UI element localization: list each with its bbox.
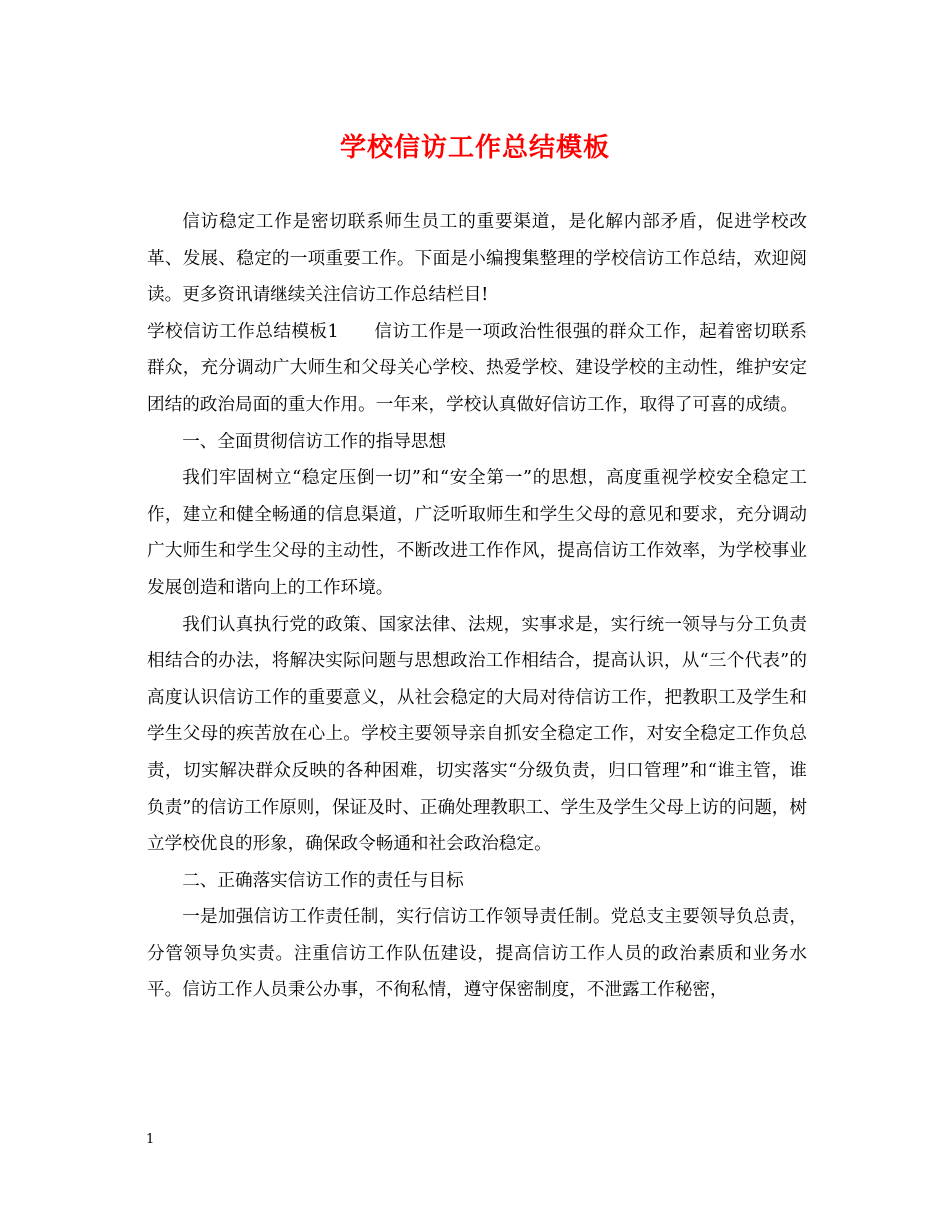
template-lead: 信访工作是一项政治性很强的群众工作，起着密切联系群众，充分调动广大师生和父母关心学校、热爱学校、建设学校的主动性，维护安定团结的政治局面的重大作用。一年来，学校认真做好信访工作，取得了可喜的成绩。 (147, 321, 807, 415)
page-number: 1 (146, 1132, 155, 1147)
body-paragraph-3: 一是加强信访工作责任制，实行信访工作领导责任制。党总支主要领导负总责，分管领导负实责。注重信访工作队伍建设，提高信访工作人员的政治素质和业务水平。信访工作人员秉公办事，不徇私情，遵守保密制度，不泄露工作秘密， (147, 907, 807, 1001)
intro-paragraph: 信访稳定工作是密切联系师生员工的重要渠道，是化解内部矛盾，促进学校改革、发展、稳定的一项重要工作。下面是小编搜集整理的学校信访工作总结，欢迎阅读。更多资讯请继续关注信访工作总结栏目! (147, 212, 807, 306)
document-title: 学校信访工作总结模板 (339, 133, 610, 163)
section-heading-2: 二、正确落实信访工作的责任与目标 (182, 870, 464, 891)
document-body (147, 204, 807, 1009)
body-paragraph-1: 我们牢固树立“稳定压倒一切”和“安全第一”的思想，高度重视学校安全稳定工作，建立和健全畅通的信息渠道，广泛听取师生和学生父母的意见和要求，充分调动广大师生和学生父母的主动性，不断改进工作作风，提高信访工作效率，为学校事业发展创造和谐向上的工作环境。 (147, 468, 807, 598)
template-paragraph (147, 314, 807, 424)
body-paragraph-2: 我们认真执行党的政策、国家法律、法规，实事求是，实行统一领导与分工负责相结合的办法，将解决实际问题与思想政治工作相结合，提高认识，从“三个代表”的高度认识信访工作的重要意义，从社会稳定的大局对待信访工作，把教职工及学生和学生父母的疾苦放在心上。学校主要领导亲自抓安全稳定工作，对安全稳定工作负总责，切实解决群众反映的各种困难，切实落实“分级负责，归口管理”和“谁主管，谁负责”的信访工作原则，保证及时、正确处理教职工、学生及学生父母上访的问题，树立学校优良的形象，确保政令畅通和社会政治稳定。 (147, 614, 807, 855)
section-heading-1: 一、全面贯彻信访工作的指导思想 (182, 431, 447, 452)
template-label: 学校信访工作总结模板1 (147, 321, 339, 342)
